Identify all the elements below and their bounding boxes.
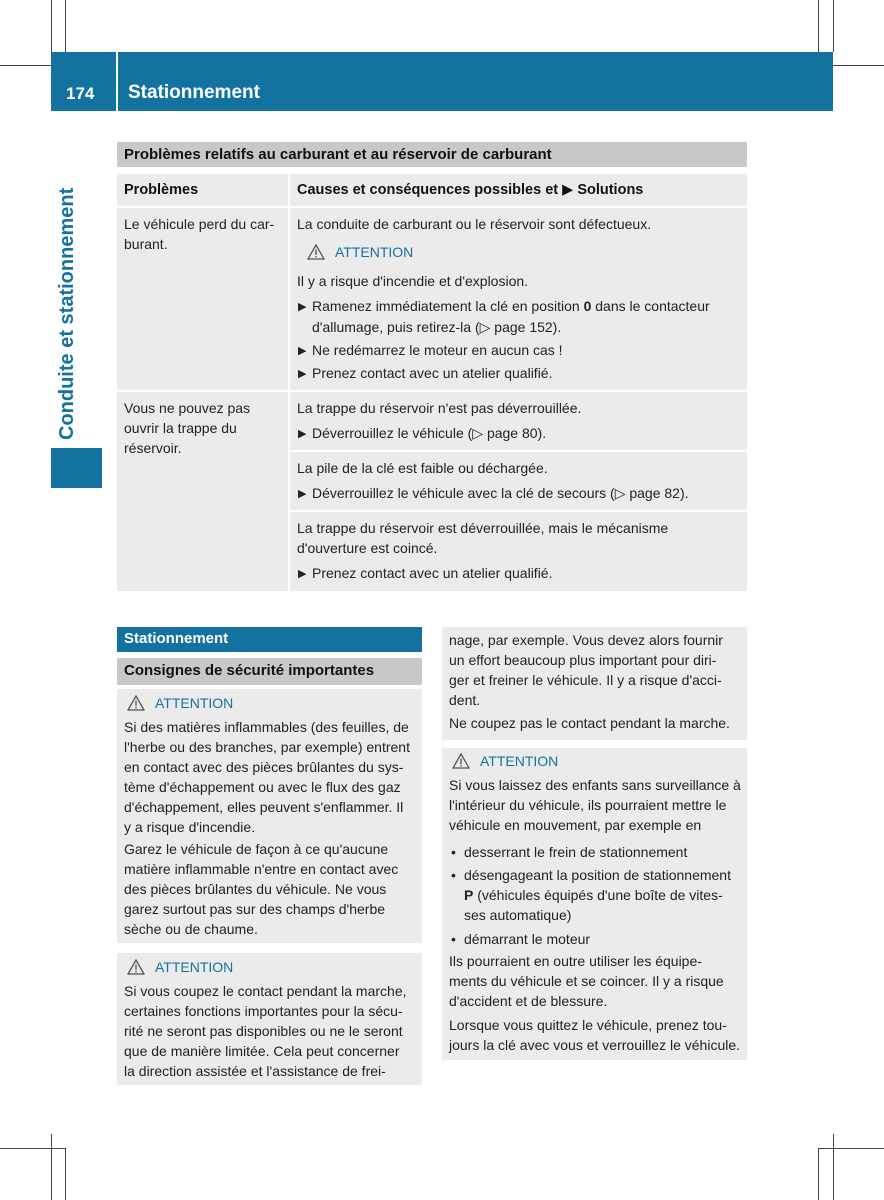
step-arrow-icon: ▶ [298,368,307,380]
table-row-2-problem [117,392,288,591]
table-header-problems [117,174,288,206]
warning-heading [127,959,233,977]
page-number: 174 [66,84,95,103]
crop-mark [65,0,66,52]
subsection-title: Consignes de sécurité importantes [124,662,375,679]
problem-line: Le véhicule perd du car- [124,216,275,232]
warning-triangle-icon [307,244,325,260]
cause-text: La pile de la clé est faible ou déchargée. [297,460,548,476]
warning-triangle-icon [127,959,145,975]
warning-box-2 [117,953,422,1085]
crop-mark [51,0,52,52]
step-arrow-icon: ▶ [298,428,307,440]
warning-label: ATTENTION [480,753,559,769]
warning-box-1 [117,689,422,943]
table-row-2-cause-2 [290,452,747,510]
crop-mark [818,0,819,52]
crop-mark [51,1134,52,1200]
step-text: Ne redémarrez le moteur en aucun cas ! [312,342,563,358]
step-text: Prenez contact avec un atelier qualifié. [312,565,553,581]
crop-mark [818,1148,819,1200]
step-arrow-icon: ▶ [298,345,307,357]
warning-label: ATTENTION [155,695,234,711]
crop-mark [833,1134,834,1200]
col-header-problems: Problèmes [124,182,199,198]
warning-box-2-continued [442,627,747,740]
bullet-item: démarrant le moteur [464,931,591,947]
bullet-dot: • [451,931,456,947]
warning-paragraph: Si des matières inflammables (des feuilles, de l'herbe ou des branches, par exemple) entrent en contact avec des pièces brûlantes du sys- tème d'échappement ou avec le flux des gaz d'échappement, elles peuvent s'enflammer. Il y a risque d'incendie. [124,719,410,835]
step-text: Ramenez immédiatement la clé en position 0 dans le contacteur [312,298,710,314]
problem-line: réservoir. [124,440,182,456]
cause-text: La trappe du réservoir n'est pas déverrouillée. [297,400,582,416]
warning-triangle-icon [127,695,145,711]
step-arrow-icon: ▶ [298,568,307,580]
crop-mark [0,1148,66,1149]
side-tab-label: Conduite et stationnement [56,187,78,440]
cause-text: d'ouverture est coincé. [297,540,438,556]
warning-label: ATTENTION [335,244,414,260]
table-row-2-cause-1 [290,392,747,450]
table-row-2-cause-3 [290,512,747,591]
warning-label: ATTENTION [155,959,234,975]
table-row-1-cause [290,208,747,390]
crop-mark [0,65,51,66]
table-header-causes [290,174,747,206]
table-title-bar [117,142,747,167]
side-tab-marker [51,448,102,488]
warning-text: Il y a risque d'incendie et d'explosion. [297,273,529,289]
step-text: Prenez contact avec un atelier qualifié. [312,365,553,381]
warning-paragraph: Si vous coupez le contact pendant la marche, certaines fonctions importantes pour la sécu- rité ne seront pas disponibles ou ne le seront que de manière limitée. Cela peut concerner la direction assistée et l'assistance de frei- [124,983,407,1079]
step-arrow-icon: ▶ [298,488,307,500]
crop-mark [818,1148,884,1149]
section-title: Stationnement [124,630,229,647]
table-row-1-problem [117,208,288,390]
cause-text: La conduite de carburant ou le réservoir sont défectueux. [297,216,652,232]
crop-mark [833,0,834,52]
step-text: Déverrouillez le véhicule (▷ page 80). [312,425,547,441]
bullet-dot: • [451,844,456,860]
warning-box-3 [442,748,747,1060]
crop-mark [65,1148,66,1200]
step-text: d'allumage, puis retirez-la (▷ page 152). [312,319,562,335]
warning-paragraph: Ils pourraient en outre utiliser les équipe- ments du véhicule et se coincer. Il y a risque d'accident et de blessure. [449,953,724,1009]
subsection-title-bar [117,658,422,685]
bullet-item: desserrant le frein de stationnement [464,844,688,860]
problem-line: Vous ne pouvez pas [124,400,251,416]
warning-triangle-icon [452,753,470,769]
step-arrow-icon: ▶ [298,301,307,313]
table-title: Problèmes relatifs au carburant et au réservoir de carburant [124,146,552,163]
bullet-item: P (véhicules équipés d'une boîte de vites- [464,887,723,903]
crop-mark [833,65,884,66]
warning-paragraph: Lorsque vous quittez le véhicule, prenez tou- jours la clé avec vous et verrouillez le véhicule. [449,1017,741,1053]
warning-paragraph: Ne coupez pas le contact pendant la marche. [449,715,730,731]
warning-heading [127,695,233,713]
col-header-causes: Causes et conséquences possibles et ▶ Solutions [297,182,644,198]
warning-paragraph: nage, par exemple. Vous devez alors fournir un effort beaucoup plus important pour diri- ger et freiner le véhicule. Il y a risque d'acci- dent. [449,632,723,708]
step-text: Déverrouillez le véhicule avec la clé de secours (▷ page 82). [312,485,689,501]
warning-heading [307,244,413,262]
section-title-bar [117,627,422,652]
bullet-dot: • [451,867,456,883]
cause-text: La trappe du réservoir est déverrouillée, mais le mécanisme [297,520,669,536]
page-title: Stationnement [128,82,260,103]
problem-line: burant. [124,236,168,252]
warning-paragraph: Garez le véhicule de façon à ce qu'aucune matière inflammable n'entre en contact avec des pièces brûlantes du véhicule. Ne vous garez surtout pas sur des champs d'herbe sèche ou de chaume. [124,841,399,937]
warning-paragraph: Si vous laissez des enfants sans surveillance à l'intérieur du véhicule, ils pourraient mettre le véhicule en mouvement, par exemple en [449,777,741,833]
bullet-item: désengageant la position de stationnement [464,867,731,883]
problem-line: ouvrir la trappe du [124,420,237,436]
warning-heading [452,753,558,771]
bullet-item: ses automatique) [464,907,572,923]
